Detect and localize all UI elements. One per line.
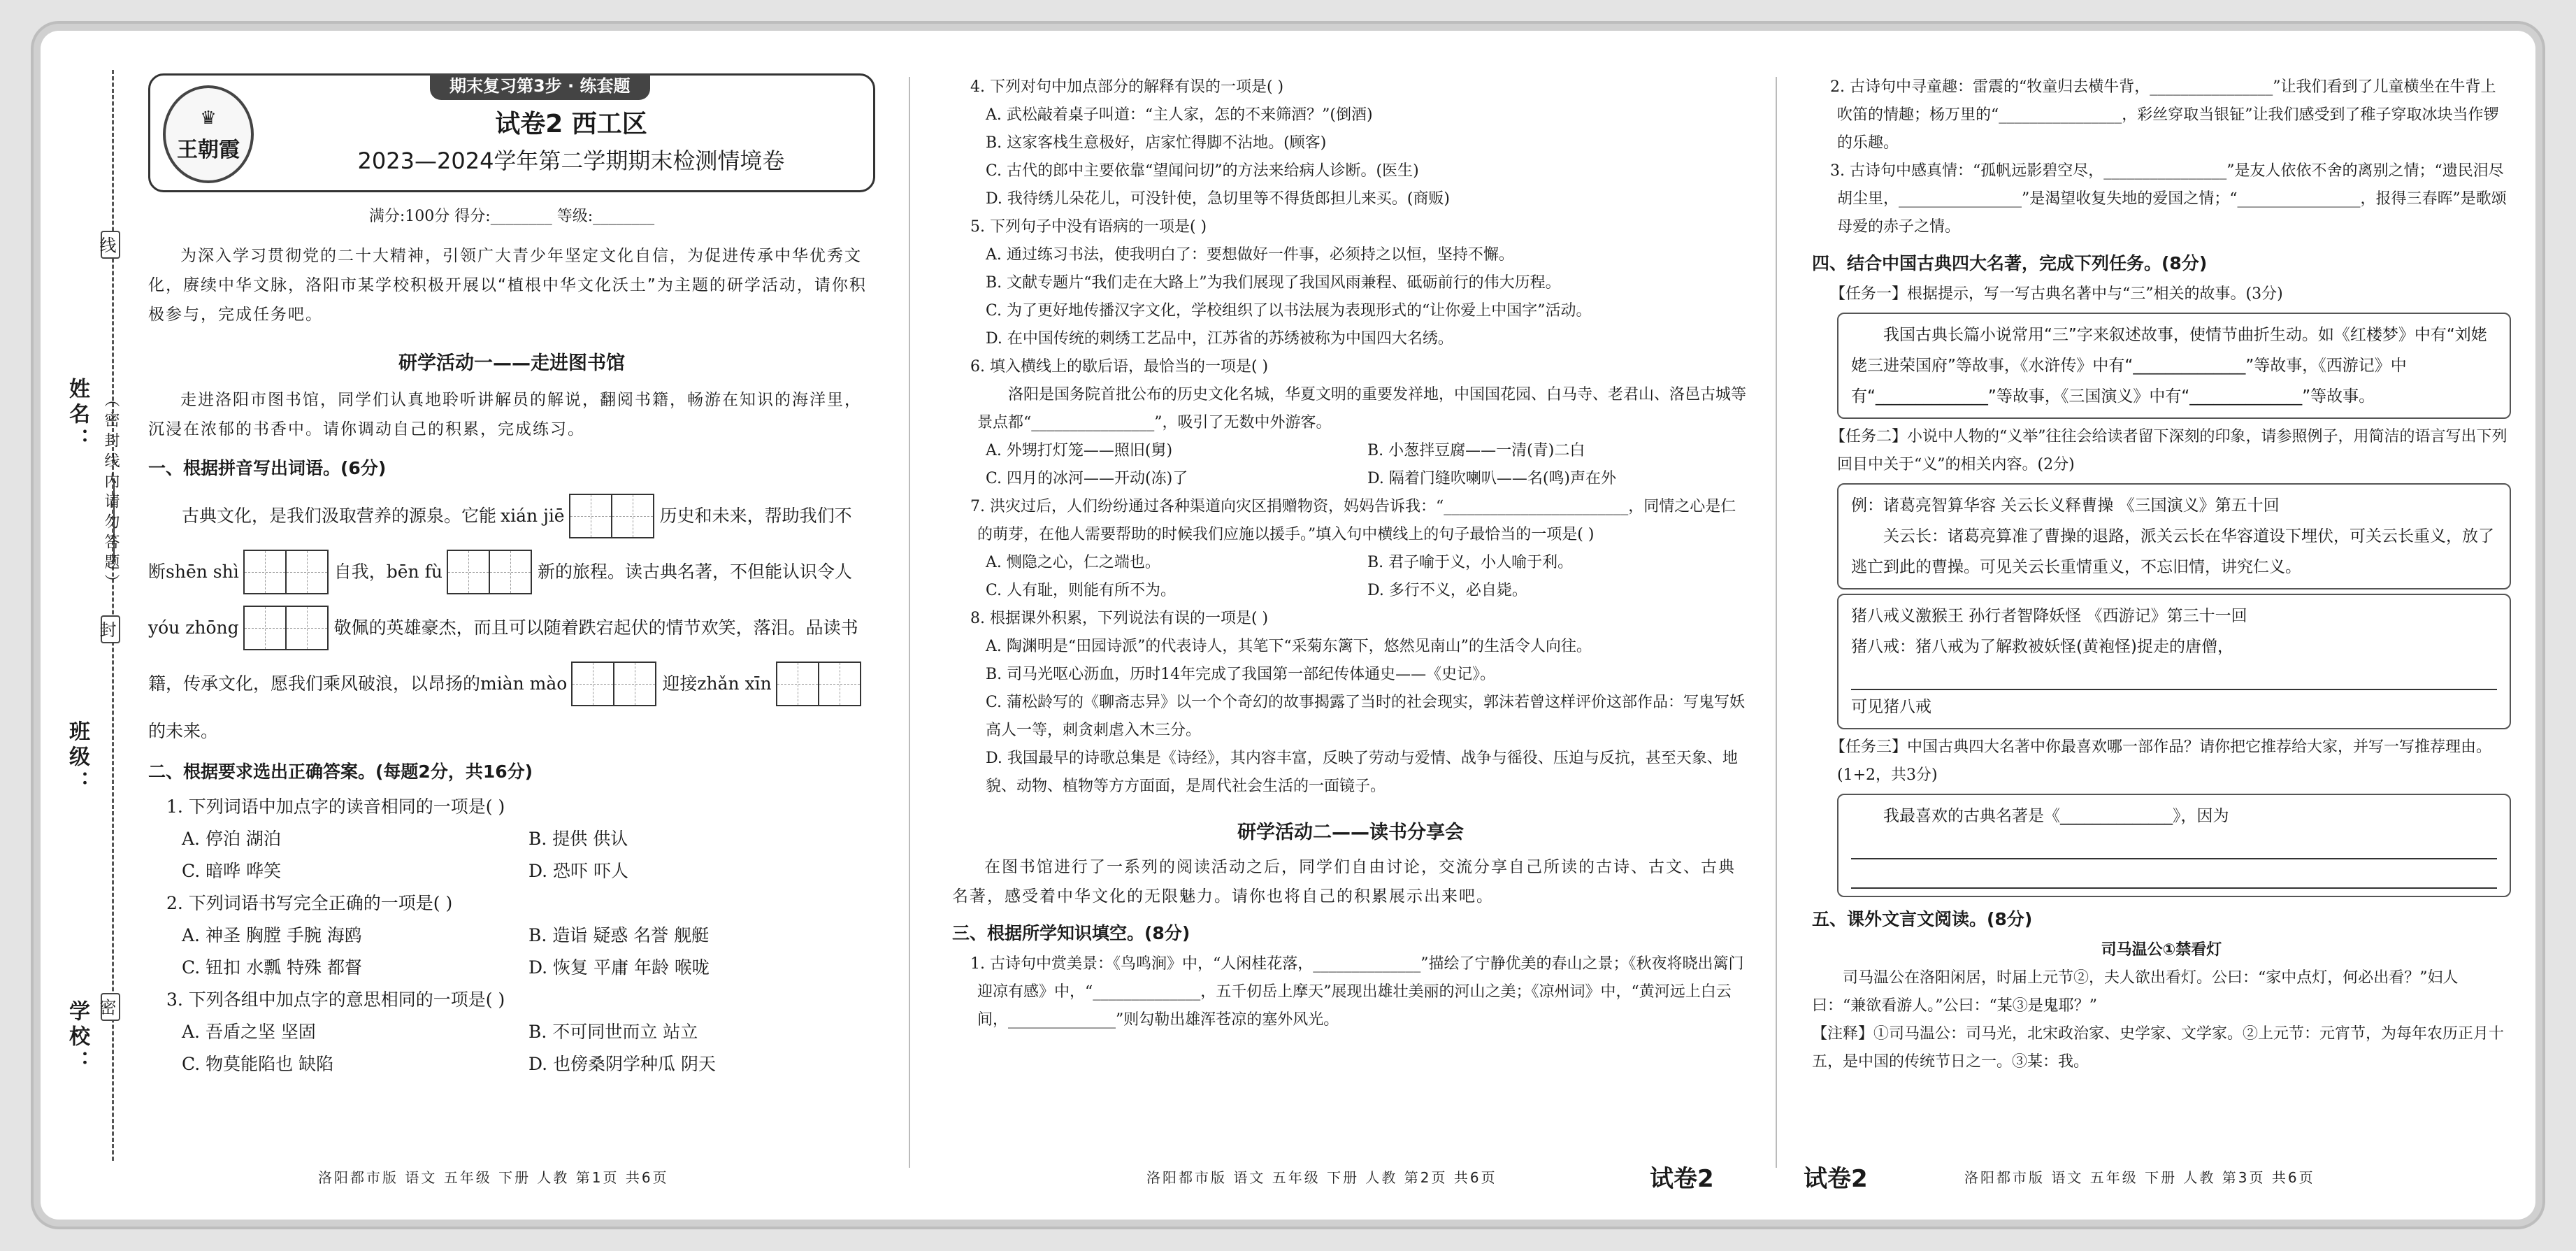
option[interactable]: A. 恻隐之心，仁之端也。 <box>986 554 1160 571</box>
page-2 <box>952 73 1749 1034</box>
task-3-box[interactable]: 我最喜欢的古典名著是《______________》，因为 <box>1837 794 2511 897</box>
option[interactable]: D. 在中国传统的刺绣工艺品中，江苏省的苏绣被称为中国四大名绣。 <box>986 330 1453 348</box>
option[interactable]: C. 四月的冰河——开动(冻)了 <box>986 470 1188 487</box>
question-1-options <box>148 823 875 887</box>
section-2-title: 二、根据要求选出正确答案。(每题2分，共16分) <box>148 762 533 782</box>
question-3: 3. 下列各组中加点字的意思相同的一项是( ) <box>166 989 505 1010</box>
section-5-title: 五、课外文言文阅读。(8分) <box>1812 909 2033 929</box>
task-2-example-box: 例：诸葛亮智算华容 关云长义释曹操 《三国演义》第五十回 关云长：诸葛亮算准了曹操的退路，派关云长在华容道设下埋伏，可关云长重义，放了逃亡到此的曹操。可见关云长重情重义，不忘旧情，讲究仁义。 <box>1837 483 2511 589</box>
school-label: 学校： <box>65 1000 89 1075</box>
task-3: 【任务三】中国古典四大名著中你最喜欢哪一部作品？请你把它推荐给大家，并写一写推荐理由。(1+2，共3分) <box>1830 738 2492 784</box>
option[interactable]: D. 隔着门缝吹喇叭——名(鸣)声在外 <box>1367 470 1617 487</box>
option[interactable]: B. 造诣 疑惑 名誉 舰艇 <box>528 925 710 945</box>
pinyin-answer-box[interactable] <box>777 662 861 706</box>
option[interactable]: C. 为了更好地传播汉字文化，学校组织了以书法展为表现形式的“让你爱上中国字”活动。 <box>986 302 1592 320</box>
option[interactable]: C. 蒲松龄写的《聊斋志异》以一个个奇幻的故事揭露了当时的社会现实，郭沫若曾这样评价这部作品：写鬼写妖高人一等，刺贪刺虐入木三分。 <box>986 694 1746 739</box>
task-1: 【任务一】根据提示，写一写古典名著中与“三”相关的故事。(3分) <box>1830 285 2283 303</box>
question-2: 2. 下列词语书写完全正确的一项是( ) <box>166 893 453 913</box>
section-1-title: 一、根据拼音写出词语。(6分) <box>148 458 387 478</box>
option[interactable]: D. 恐吓 吓人 <box>528 861 628 881</box>
option[interactable]: C. 暗哗 哗笑 <box>182 861 282 881</box>
fill-question-2[interactable]: 2. 古诗句中寻童趣：雷震的“牧童归去横牛背，________________”让我们看到了儿童横坐在牛背上吹笛的情趣；杨万里的“________________，彩丝穿取当银钲”让我们感受到了稚子穿取冰块当作锣的乐趣。 <box>1830 78 2499 152</box>
option[interactable]: C. 古代的郎中主要依靠“望闻问切”的方法来给病人诊断。(医生) <box>986 162 1419 180</box>
question-6-passage: 洛阳是国务院首批公布的历史文化名城，华夏文明的重要发祥地，中国国花园、白马寺、老君山、洛邑古城等景点都“________________”，吸引了无数中外游客。 <box>977 386 1747 431</box>
task-2-answer-box[interactable]: 猪八戒义激猴王 孙行者智降妖怪 《西游记》第三十一回 猪八戒：猪八戒为了解救被妖怪(黄袍怪)捉走的唐僧， 可见猪八戒 <box>1837 594 2511 729</box>
option[interactable]: B. 文献专题片“我们走在大路上”为我们展现了我国风雨兼程、砥砺前行的伟大历程。 <box>986 274 1561 292</box>
pinyin-answer-box[interactable] <box>245 550 329 594</box>
section-3-title: 三、根据所学知识填空。(8分) <box>952 923 1190 943</box>
pinyin-answer-box[interactable] <box>573 662 656 706</box>
option[interactable]: D. 我国最早的诗歌总集是《诗经》，其内容丰富，反映了劳动与爱情、战争与徭役、压迫与反抗，甚至天象、地貌、动物、植物等方方面面，是周代社会生活的一面镜子。 <box>986 750 1738 795</box>
option[interactable]: A. 武松敲着桌子叫道：“主人家，怎的不来筛酒？”(倒酒) <box>986 106 1373 124</box>
question-3-options <box>148 1016 875 1080</box>
option[interactable]: B. 提供 供认 <box>528 829 628 849</box>
option[interactable]: A. 停泊 湖泊 <box>182 829 281 849</box>
option[interactable]: D. 多行不义，必自毙。 <box>1367 582 1527 599</box>
question-8: 8. 根据课外积累，下列说法有误的一项是( ) <box>970 610 1269 627</box>
option[interactable]: A. 吾盾之坚 坚固 <box>182 1022 316 1042</box>
intro-text: 为深入学习贯彻党的二十大精神，引领广大青少年坚定文化自信，为促进传承中华优秀文化，赓续中华文脉，洛阳市某学校积极开展以“植根中华文化沃土”为主题的研学活动，请你积极参与，完成任务吧。 <box>148 247 867 324</box>
review-tag: 期末复习第3步 · 练套题 <box>430 73 650 100</box>
option[interactable]: C. 人有耻，则能有所不为。 <box>986 582 1177 599</box>
question-7: 7. 洪灾过后，人们纷纷通过各种渠道向灾区捐赠物资，妈妈告诉我：“________________________，同情之心是仁的萌芽，在他人需要帮助的时候我们应施以援手。”填入句中横线上的句子最恰当的一项是( ) <box>970 498 1736 543</box>
cut-mark-seal: 封 <box>101 615 120 643</box>
option[interactable]: D. 也傍桑阴学种瓜 阴天 <box>528 1054 716 1074</box>
cut-mark-secret: 密 <box>101 993 120 1021</box>
classical-text-title: 司马温公①禁看灯 <box>2101 941 2222 959</box>
paper-tag: 试卷2 <box>1650 1165 1714 1193</box>
paper-tag: 试卷2 <box>1804 1165 1868 1193</box>
question-1: 1. 下列词语中加点字的读音相同的一项是( ) <box>166 796 505 817</box>
column-divider <box>909 77 910 1168</box>
task-2: 【任务二】小说中人物的“义举”往往会给读者留下深刻的印象，请参照例子，用简洁的语言写出下列回目中关于“义”的相关内容。(2分) <box>1830 428 2507 473</box>
seal-note: （ 密 封 线 内 请 勿 答 题 ） <box>102 392 120 589</box>
exam-header <box>148 73 875 192</box>
pinyin-answer-box[interactable] <box>245 606 329 650</box>
page-3 <box>1812 73 2511 1076</box>
option[interactable]: A. 外甥打灯笼——照旧(舅) <box>986 442 1173 459</box>
option[interactable]: C. 钮扣 水瓢 特殊 都督 <box>182 957 362 978</box>
pinyin-answer-box[interactable] <box>448 550 532 594</box>
fill-question-1[interactable]: 1. 古诗句中赏美景：《鸟鸣涧》中，“人闲桂花落，______________”描绘了宁静优美的春山之景；《秋夜将晓出篱门迎凉有感》中，“______________，五千仞岳上摩天”展现出雄壮美丽的河山之美；《凉州词》中，“黄河远上白云间，______________”则勾勒出雄浑苍凉的塞外风光。 <box>970 955 1744 1029</box>
page-3-footer: 洛阳都市版 语文 五年级 下册 人教 第3页 共6页 <box>1964 1169 2315 1186</box>
exam-subtitle: 2023—2024学年第二学期期末检测情境卷 <box>357 148 785 174</box>
answer-line[interactable] <box>1851 861 2497 889</box>
crown-icon: ♛ <box>200 108 217 129</box>
activity-1-title: 研学活动一——走进图书馆 <box>398 352 625 374</box>
question-2-options <box>148 920 875 984</box>
activity-2-title: 研学活动二——读书分享会 <box>1237 822 1464 843</box>
option[interactable]: A. 陶渊明是“田园诗派”的代表诗人，其笔下“采菊东篱下，悠然见南山”的生活令人向往。 <box>986 638 1592 655</box>
option[interactable]: A. 神圣 胸膛 手腕 海鸥 <box>182 925 362 945</box>
option[interactable]: B. 君子喻于义，小人喻于利。 <box>1367 554 1574 571</box>
exam-title: 试卷2 西工区 <box>495 110 647 138</box>
section-4-title: 四、结合中国古典四大名著，完成下列任务。(8分) <box>1812 253 2208 273</box>
classical-notes: 【注释】①司马温公：司马光，北宋政治家、史学家、文学家。②上元节：元宵节，为每年农历正月十五，是中国的传统节日之一。③某：我。 <box>1812 1025 2505 1071</box>
answer-line[interactable] <box>1851 662 2497 690</box>
name-label: 姓名： <box>65 378 89 453</box>
question-5: 5. 下列句子中没有语病的一项是( ) <box>970 218 1207 236</box>
page-1: ♛ 王朝霞 期末复习第3步 · 练套题 试卷2 西工区 2023—2024学年第二学期期末检测情境卷 满分:100分 得分:________ 等级:________ 为深入学习贯彻党的二十大精神，引领广大青少年坚定文化自信，为促进传承中华优秀文化，赓续中华文脉，洛阳市某学校积极开展以“植根中华文化沃土”为主题的研学活动，请你积极参与，完成任务吧。 研学活动一——走进图书馆 走进洛阳市图书馆，同学们认真地聆听讲解员的解说，翻阅书籍，畅游在知识的海洋里，沉浸在浓郁的书香中。请你调动自己的积累，完成练习。 一、根据拼音写出词语。(6分) 古典文化，是我们汲取营养的源泉。它能 xián jiē 历史和未来，帮助我们不 断 shēn shì 自我， bēn fù 新的旅程。读古典名著，不但能认识令人 yóu zhōng 敬佩的英雄豪杰，而且可以随着跌宕起伏的情节欢笑，落泪。品读书 籍，传承文化，愿我们乘风破浪，以昂扬的 miàn mào 迎接 zhǎn xīn 的未来。 二、根据要求选出正确答案。(每题2分，共16分) 1. 下列词语中加点字的读音相同的一项是( ) A. 停泊 湖泊 B. 提供 供认 C. 暗哗 哗笑 D. 恐吓 吓人 2. 下列词语书写完全正确的一项是( ) A. 神圣 胸膛 手腕 海鸥 B. 造诣 疑惑 名誉 舰艇 C. 钮扣 水瓢 特殊 都督 D. 恢复 平庸 年龄 喉咙 3. 下列各组中加点字的意思相同的一项是( ) A. 吾盾之坚 坚固 B. 不可同世而立 站立 C. 物莫能陷也 缺陷 D. 也傍桑阴学种瓜 阴天 <box>148 73 875 1080</box>
option[interactable]: B. 小葱拌豆腐——一清(青)二白 <box>1367 442 1585 459</box>
option[interactable]: C. 物莫能陷也 缺陷 <box>182 1054 334 1074</box>
page-2-footer: 洛阳都市版 语文 五年级 下册 人教 第2页 共6页 <box>1146 1169 1497 1186</box>
option[interactable]: D. 恢复 平庸 年龄 喉咙 <box>528 957 710 978</box>
column-divider <box>1776 77 1777 1168</box>
option[interactable]: B. 这家客栈生意极好，店家忙得脚不沾地。(顾客) <box>986 134 1327 152</box>
option[interactable]: B. 不可同世而立 站立 <box>528 1022 698 1042</box>
question-4: 4. 下列对句中加点部分的解释有误的一项是( ) <box>970 78 1284 96</box>
score-line: 满分:100分 得分:________ 等级:________ <box>368 208 655 225</box>
brand-logo: ♛ 王朝霞 <box>163 85 254 183</box>
page-1-footer: 洛阳都市版 语文 五年级 下册 人教 第1页 共6页 <box>318 1169 669 1186</box>
classical-text: 司马温公在洛阳闲居，时届上元节②，夫人欲出看灯。公曰：“家中点灯，何必出看？”妇人曰：“兼欲看游人。”公曰：“某③是鬼耶？” <box>1812 969 2459 1015</box>
cut-mark-line: 线 <box>101 231 120 259</box>
question-6: 6. 填入横线上的歇后语，最恰当的一项是( ) <box>970 358 1269 376</box>
pinyin-answer-box[interactable] <box>570 494 654 538</box>
fill-question-3[interactable]: 3. 古诗句中感真情：“孤帆远影碧空尽，________________”是友人依依不舍的离别之情；“遗民泪尽胡尘里，________________”是渴望收复失地的爱国之情；“________________，报得三春晖”是歌颂母爱的赤子之情。 <box>1830 162 2507 236</box>
option[interactable]: A. 通过练习书法，使我明白了：要想做好一件事，必须持之以恒，坚持不懈。 <box>986 246 1514 264</box>
class-label: 班级： <box>65 720 89 796</box>
answer-line[interactable] <box>1851 831 2497 859</box>
activity-1-intro: 走进洛阳市图书馆，同学们认真地聆听讲解员的解说，翻阅书籍，畅游在知识的海洋里，沉浸在浓郁的书香中。请你调动自己的积累，完成练习。 <box>148 391 862 438</box>
activity-2-intro: 在图书馆进行了一系列的阅读活动之后，同学们自由讨论，交流分享自己所读的古诗、古文、古典名著，感受着中华文化的无限魅力。请你也将自己的积累展示出来吧。 <box>952 858 1736 906</box>
option[interactable]: B. 司马光呕心沥血，历时14年完成了我国第一部纪传体通史——《史记》。 <box>986 666 1496 683</box>
task-1-box[interactable]: 我国古典长篇小说常用“三”字来叙述故事，使情节曲折生动。如《红楼梦》中有“刘姥姥三进荣国府”等故事，《水浒传》中有“______________”等故事，《西游记》中有“______________”等故事，《三国演义》中有“______________”等故事。 <box>1837 313 2511 419</box>
option[interactable]: D. 我待绣儿朵花儿，可没针使，急切里等不得货郎担儿来买。(商贩) <box>986 190 1451 208</box>
